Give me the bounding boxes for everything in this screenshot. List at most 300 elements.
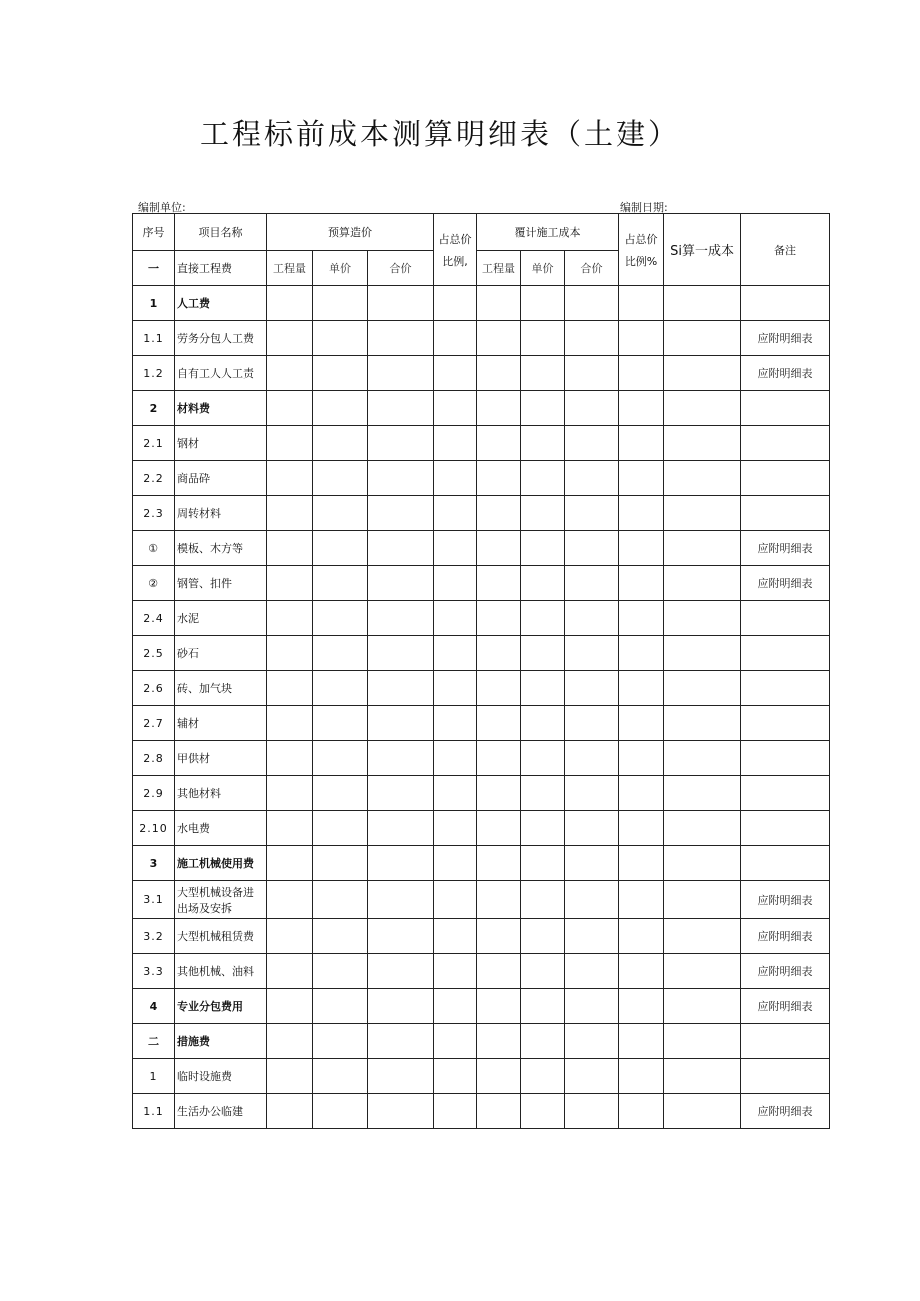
row-name: 临时设施费 [175, 1059, 267, 1094]
row-seq: 2.5 [133, 636, 175, 671]
table-row [133, 989, 830, 1024]
header-plan: 覆计施工成本 [477, 214, 619, 251]
table-row [133, 846, 830, 881]
row-cell [313, 356, 368, 391]
row-cell [477, 776, 521, 811]
row-cell [477, 426, 521, 461]
row-cell [313, 846, 368, 881]
table-row [133, 636, 830, 671]
row-cell [619, 741, 664, 776]
cost-table [132, 213, 830, 1129]
row-cell [368, 531, 434, 566]
table-row [133, 919, 830, 954]
row-cell [434, 1059, 477, 1094]
row-cell [565, 811, 619, 846]
row-cell [521, 461, 565, 496]
row-cell [664, 286, 741, 321]
header-name: 项目名称 [175, 214, 267, 251]
row-cell [368, 811, 434, 846]
row-cell [267, 741, 313, 776]
row-cell [664, 321, 741, 356]
row-name: 大型机械设备进出场及安拆 [175, 881, 267, 919]
row-cell [565, 461, 619, 496]
row-seq: 1.1 [133, 1094, 175, 1129]
row-cell [664, 671, 741, 706]
row-cell [267, 671, 313, 706]
row-remark [741, 846, 830, 881]
row-seq: 3.1 [133, 881, 175, 919]
row-cell [434, 1094, 477, 1129]
row-remark [741, 496, 830, 531]
row-cell [477, 846, 521, 881]
row-cell [434, 1024, 477, 1059]
row-name: 砂石 [175, 636, 267, 671]
row-cell [434, 671, 477, 706]
date-label: 编制日期: [620, 201, 668, 214]
row-cell [477, 496, 521, 531]
row-name: 措施费 [175, 1024, 267, 1059]
row-cell [368, 776, 434, 811]
row-seq: 4 [133, 989, 175, 1024]
row-seq: ① [133, 531, 175, 566]
row-cell [267, 846, 313, 881]
row-cell [477, 919, 521, 954]
row-cell [521, 741, 565, 776]
row-cell [664, 811, 741, 846]
row-seq: 1.1 [133, 321, 175, 356]
row-cell [434, 741, 477, 776]
row-cell [368, 1094, 434, 1129]
row-cell [313, 426, 368, 461]
table-row [133, 811, 830, 846]
table-row [133, 1059, 830, 1094]
row-cell [521, 601, 565, 636]
row-cell [477, 601, 521, 636]
row-remark: 应附明细表 [741, 531, 830, 566]
row-cell [521, 391, 565, 426]
header-total: 合价 [368, 251, 434, 286]
row-cell [267, 601, 313, 636]
row-name: 其他机械、油料 [175, 954, 267, 989]
row-cell [619, 461, 664, 496]
row-remark: 应附明细表 [741, 954, 830, 989]
row-cell [565, 566, 619, 601]
row-cell [313, 321, 368, 356]
row-cell [313, 566, 368, 601]
row-cell [267, 1094, 313, 1129]
row-cell [313, 881, 368, 919]
row-cell [313, 1094, 368, 1129]
row-cell [267, 321, 313, 356]
row-cell [313, 671, 368, 706]
row-cell [664, 636, 741, 671]
row-cell [477, 1094, 521, 1129]
row-seq: 2.3 [133, 496, 175, 531]
table-row [133, 321, 830, 356]
table-row [133, 566, 830, 601]
row-name: 自有工人人工责 [175, 356, 267, 391]
row-cell [313, 776, 368, 811]
row-cell [521, 706, 565, 741]
row-cell [619, 566, 664, 601]
row-cell [267, 1024, 313, 1059]
row-cell [267, 954, 313, 989]
row-remark [741, 286, 830, 321]
header-ratio1 [434, 214, 477, 286]
table-row [133, 741, 830, 776]
row-cell [565, 601, 619, 636]
row-cell [565, 286, 619, 321]
row-cell [313, 1024, 368, 1059]
row-cell [477, 566, 521, 601]
row-cell [664, 426, 741, 461]
row-cell [477, 989, 521, 1024]
row-name: 其他材料 [175, 776, 267, 811]
row-cell [664, 1094, 741, 1129]
row-name: 商品砕 [175, 461, 267, 496]
table-row [133, 954, 830, 989]
row-cell [434, 881, 477, 919]
row-cell [313, 919, 368, 954]
row-cell [368, 671, 434, 706]
row-remark [741, 706, 830, 741]
row-cell [664, 531, 741, 566]
header-qty-2: 工程量 [477, 251, 521, 286]
row-cell [664, 1024, 741, 1059]
row-cell [619, 356, 664, 391]
row-cell [368, 321, 434, 356]
table-row [133, 531, 830, 566]
row-cell [434, 321, 477, 356]
row-cell [565, 919, 619, 954]
row-cell [313, 531, 368, 566]
row-seq: 二 [133, 1024, 175, 1059]
row-cell [267, 356, 313, 391]
row-cell [664, 566, 741, 601]
row-cell [313, 636, 368, 671]
row-cell [368, 286, 434, 321]
row-cell [664, 846, 741, 881]
row-cell [619, 286, 664, 321]
row-cell [368, 1059, 434, 1094]
table-row [133, 286, 830, 321]
table-body [133, 286, 830, 1129]
row-seq: 1 [133, 1059, 175, 1094]
header-ratio2-line2: 比例% [624, 254, 658, 268]
row-seq: 2.9 [133, 776, 175, 811]
row-remark [741, 636, 830, 671]
row-remark [741, 811, 830, 846]
row-remark [741, 671, 830, 706]
row-cell [521, 954, 565, 989]
row-seq: 2 [133, 391, 175, 426]
row-seq: 3.3 [133, 954, 175, 989]
row-remark [741, 1059, 830, 1094]
row-cell [368, 601, 434, 636]
row-cell [313, 391, 368, 426]
row-cell [619, 426, 664, 461]
header-calc [664, 214, 741, 286]
page-title: 工程标前成本测算明细表（土建） [199, 117, 680, 151]
row-cell [521, 989, 565, 1024]
row-cell [434, 496, 477, 531]
table-row [133, 671, 830, 706]
row-cell [565, 321, 619, 356]
row-cell [619, 954, 664, 989]
row-name: 施工机械使用费 [175, 846, 267, 881]
row-seq: 2.4 [133, 601, 175, 636]
row-cell [434, 776, 477, 811]
row-seq: 2.1 [133, 426, 175, 461]
table-row [133, 1094, 830, 1129]
row-cell [664, 706, 741, 741]
row-cell [313, 601, 368, 636]
row-name: 劳务分包人工费 [175, 321, 267, 356]
row-cell [368, 919, 434, 954]
row-cell [477, 531, 521, 566]
row-cell [619, 321, 664, 356]
row-cell [368, 989, 434, 1024]
table-row [133, 706, 830, 741]
row-name: 材料费 [175, 391, 267, 426]
row-cell [664, 989, 741, 1024]
header-first-name: 直接工程费 [175, 251, 267, 286]
row-cell [267, 391, 313, 426]
row-cell [368, 356, 434, 391]
row-cell [565, 1024, 619, 1059]
row-cell [619, 776, 664, 811]
row-name: 专业分包费用 [175, 989, 267, 1024]
row-cell [477, 321, 521, 356]
row-cell [521, 881, 565, 919]
row-cell [619, 881, 664, 919]
row-cell [368, 426, 434, 461]
table-row [133, 881, 830, 919]
row-cell [368, 954, 434, 989]
row-cell [434, 989, 477, 1024]
row-cell [368, 846, 434, 881]
row-cell [664, 496, 741, 531]
row-cell [368, 636, 434, 671]
row-cell [267, 881, 313, 919]
row-cell [434, 636, 477, 671]
header-total-2: 合价 [565, 251, 619, 286]
row-name: 辅材 [175, 706, 267, 741]
row-cell [664, 1059, 741, 1094]
row-seq: 2.10 [133, 811, 175, 846]
row-cell [477, 706, 521, 741]
row-cell [368, 706, 434, 741]
row-seq: 1 [133, 286, 175, 321]
row-name: 生活办公临建 [175, 1094, 267, 1129]
row-cell [434, 426, 477, 461]
row-cell [664, 356, 741, 391]
row-cell [565, 706, 619, 741]
row-name: 砖、加气块 [175, 671, 267, 706]
row-cell [521, 776, 565, 811]
row-name: 大型机械租赁费 [175, 919, 267, 954]
row-seq: 1.2 [133, 356, 175, 391]
row-cell [267, 811, 313, 846]
row-cell [477, 356, 521, 391]
row-remark [741, 426, 830, 461]
row-cell [565, 881, 619, 919]
row-cell [565, 1094, 619, 1129]
table-row [133, 776, 830, 811]
row-cell [368, 391, 434, 426]
row-remark: 应附明细表 [741, 1094, 830, 1129]
row-cell [267, 989, 313, 1024]
header-remark: 备注 [741, 214, 830, 286]
row-cell [521, 636, 565, 671]
row-name: 模板、木方等 [175, 531, 267, 566]
table-row [133, 461, 830, 496]
row-cell [368, 461, 434, 496]
row-remark: 应附明细表 [741, 321, 830, 356]
row-cell [313, 811, 368, 846]
table-row [133, 356, 830, 391]
row-cell [664, 776, 741, 811]
row-cell [434, 811, 477, 846]
row-cell [313, 706, 368, 741]
row-cell [521, 426, 565, 461]
row-cell [521, 919, 565, 954]
row-cell [434, 531, 477, 566]
row-cell [521, 286, 565, 321]
table-row [133, 426, 830, 461]
header-unit-price-2: 单价 [521, 251, 565, 286]
row-cell [434, 461, 477, 496]
row-cell [477, 636, 521, 671]
header-qty: 工程量 [267, 251, 313, 286]
row-seq: 2.2 [133, 461, 175, 496]
row-cell [434, 286, 477, 321]
row-cell [565, 356, 619, 391]
header-ratio2-line1: 占总价 [624, 232, 658, 246]
row-remark [741, 1024, 830, 1059]
header-budget: 预算造价 [267, 214, 434, 251]
row-cell [434, 954, 477, 989]
row-remark [741, 391, 830, 426]
row-cell [477, 671, 521, 706]
row-cell [434, 601, 477, 636]
row-cell [664, 881, 741, 919]
row-name: 人工费 [175, 286, 267, 321]
row-cell [267, 706, 313, 741]
row-cell [565, 846, 619, 881]
header-unit-price: 单价 [313, 251, 368, 286]
header-first-seq: 一 [133, 251, 175, 286]
row-cell [521, 671, 565, 706]
row-cell [434, 919, 477, 954]
row-seq: 3 [133, 846, 175, 881]
row-cell [619, 671, 664, 706]
row-cell [521, 1024, 565, 1059]
row-cell [521, 1094, 565, 1129]
row-cell [664, 461, 741, 496]
row-name: 钢材 [175, 426, 267, 461]
row-cell [477, 391, 521, 426]
row-cell [313, 954, 368, 989]
row-cell [267, 496, 313, 531]
row-cell [368, 1024, 434, 1059]
row-cell [521, 531, 565, 566]
row-cell [565, 636, 619, 671]
row-cell [477, 286, 521, 321]
table-row [133, 496, 830, 531]
row-cell [521, 811, 565, 846]
row-remark: 应附明细表 [741, 919, 830, 954]
row-remark [741, 776, 830, 811]
row-cell [477, 1024, 521, 1059]
row-cell [565, 741, 619, 776]
row-cell [477, 741, 521, 776]
row-cell [565, 776, 619, 811]
row-cell [521, 846, 565, 881]
row-cell [267, 426, 313, 461]
row-cell [565, 426, 619, 461]
row-cell [521, 356, 565, 391]
row-cell [565, 391, 619, 426]
row-seq: ② [133, 566, 175, 601]
row-cell [313, 496, 368, 531]
row-remark [741, 741, 830, 776]
row-cell [267, 286, 313, 321]
unit-label: 编制单位: [138, 201, 186, 214]
header-row-1 [133, 214, 830, 251]
row-cell [565, 531, 619, 566]
row-cell [619, 989, 664, 1024]
row-name: 甲供材 [175, 741, 267, 776]
row-cell [619, 1059, 664, 1094]
row-cell [434, 566, 477, 601]
row-cell [521, 496, 565, 531]
row-cell [434, 391, 477, 426]
row-cell [477, 461, 521, 496]
header-ratio2 [619, 214, 664, 286]
row-cell [664, 741, 741, 776]
row-cell [267, 1059, 313, 1094]
row-cell [521, 321, 565, 356]
row-cell [521, 566, 565, 601]
table-row [133, 391, 830, 426]
row-cell [521, 1059, 565, 1094]
row-name: 周转材料 [175, 496, 267, 531]
row-cell [565, 1059, 619, 1094]
row-cell [434, 356, 477, 391]
row-cell [664, 919, 741, 954]
row-cell [619, 1094, 664, 1129]
row-cell [619, 706, 664, 741]
row-cell [565, 496, 619, 531]
row-cell [619, 811, 664, 846]
row-cell [619, 846, 664, 881]
row-cell [619, 531, 664, 566]
row-cell [267, 566, 313, 601]
row-cell [313, 741, 368, 776]
row-name: 水泥 [175, 601, 267, 636]
row-name: 钢管、扣件 [175, 566, 267, 601]
row-cell [477, 881, 521, 919]
row-cell [267, 636, 313, 671]
row-cell [313, 989, 368, 1024]
row-name: 水电费 [175, 811, 267, 846]
row-cell [664, 954, 741, 989]
header-ratio1-line2: 比例, [442, 254, 468, 268]
row-remark [741, 461, 830, 496]
row-cell [664, 601, 741, 636]
row-cell [368, 881, 434, 919]
